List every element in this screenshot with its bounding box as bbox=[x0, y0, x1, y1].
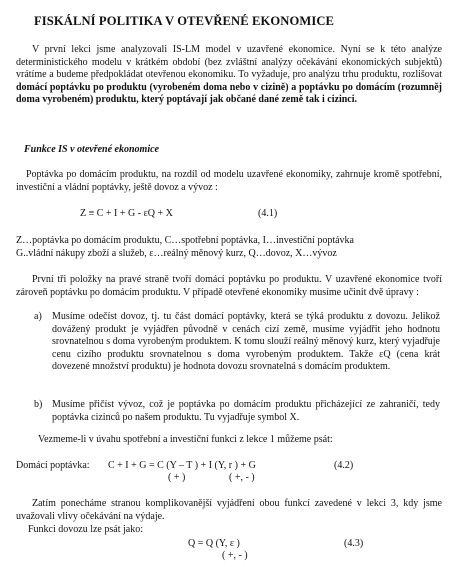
list-marker-b: b) bbox=[34, 399, 43, 410]
intro-text: V první lekci jsme analyzovali IS-LM model v uzavřené ekonomice. Nyní se k této analýze deterministického modelu v krátkém období (bez zvláštní analýzy očekávání ekonomických subjektů) vrátíme a budeme předpokládat otevřenou ekonomiku. To vyžaduje, pro analýzu trhu produktu, rozlišovat bbox=[16, 44, 442, 80]
section-subheading: Funkce IS v otevřené ekonomice bbox=[24, 144, 159, 155]
equation-4-2-signs-investment: ( +, - ) bbox=[229, 472, 255, 483]
paragraph-adjustments bbox=[16, 274, 442, 299]
equation-4-2-signs-consumption: ( + ) bbox=[168, 472, 186, 483]
page-title: FISKÁLNÍ POLITIKA V OTEVŘENÉ EKONOMICE bbox=[34, 14, 335, 28]
paragraph-expectations bbox=[16, 498, 442, 523]
definitions-line-1: Z…poptávka po domácím produktu, C…spotřební poptávka, I…investiční poptávka bbox=[16, 235, 354, 246]
equation-4-1: Z ≡ C + I + G - εQ + X bbox=[80, 208, 173, 219]
paragraph-functions-text: Vezmeme-li v úvahu spotřební a investiční funkci z lekce 1 můžeme psát: bbox=[38, 434, 333, 445]
paragraph-functions bbox=[16, 434, 442, 447]
symbol-definitions bbox=[16, 235, 442, 260]
paragraph-adjustments-text: První tři položky na pravé straně tvoří domácí poptávku po produktu. V uzavřené ekonomice tvoří zároveň poptávku po domácím produktu. V případě otevřené ekonomiky musíme učinit dvě úpravy : bbox=[16, 274, 442, 298]
equation-4-3-number: (4.3) bbox=[344, 538, 364, 549]
equation-4-2: C + I + G = C (Y – T ) + I (Y, r ) + G bbox=[108, 460, 256, 471]
intro-emphasis: domácí poptávku po produktu (vyrobeném doma nebo v cizině) a poptávku po domácím (rozumněj doma vyrobeném) produktu, který poptávají jak občané dané země tak i cizinci. bbox=[16, 81, 442, 105]
list-item-a: Musíme odečíst dovoz, tj. tu část domácí poptávky, která se týká produktu z dovozu. Jelikož dovážený produkt je vyjádřen původně v cenách cizí země, musíme vyjádřit jeho hodnotu srovnatelnou s doma vyrobeným produktem. K tomu slouží reálný měnový kurz, který vyjadřuje cenu cizího produktu srovnatelnou s doma vyrobeným produktem. Takže εQ (cena krát dovezené množství produktu) je hodnota dovozu srovnatelná s domácím produktem. bbox=[52, 311, 440, 372]
equation-4-3: Q = Q (Y, ε ) bbox=[188, 538, 240, 549]
paragraph-import-function: Funkci dovozu lze psát jako: bbox=[28, 524, 143, 535]
definitions-line-2: G..vládní nákupy zboží a služeb, ε…reálný měnový kurz, Q…dovoz, X…vývoz bbox=[16, 247, 337, 259]
intro-paragraph bbox=[16, 44, 442, 107]
paragraph-demand bbox=[16, 169, 442, 194]
equation-4-2-number: (4.2) bbox=[334, 460, 354, 471]
list-item-b: Musíme přičíst vývoz, což je poptávka po domácím produktu přicházející ze zahraničí, tedy poptávka cizinců po našem produktu. Tu vyjadřuje symbol X. bbox=[52, 399, 440, 423]
paragraph-expectations-text: Zatím ponecháme stranou komplikovanější vyjádření obou funkcí zavedené v lekci 3, kdy jsme uvažovali vlivy očekávání na výdaje. bbox=[16, 498, 442, 522]
list-marker-a: a) bbox=[34, 311, 42, 322]
equation-4-2-label: Domácí poptávka: bbox=[16, 460, 90, 471]
paragraph-demand-text: Poptávka po domácím produktu, na rozdíl od modelu uzavřené ekonomiky, zahrnuje kromě spotřební, investiční a vládní poptávky, ještě dovoz a vývoz : bbox=[16, 169, 442, 193]
equation-4-3-signs: ( +, - ) bbox=[222, 550, 248, 561]
equation-4-1-number: (4.1) bbox=[258, 208, 278, 219]
